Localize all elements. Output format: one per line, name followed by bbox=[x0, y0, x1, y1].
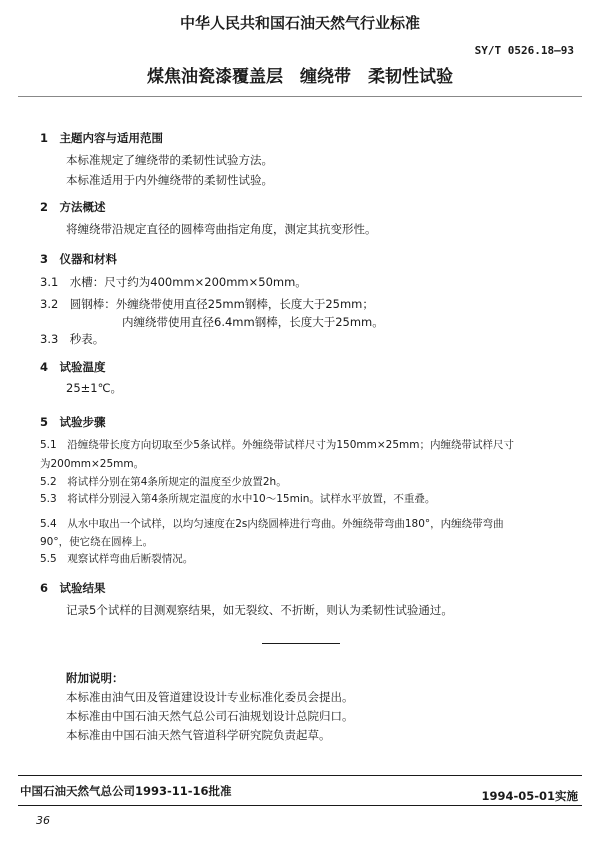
section-5-item-3: 5.3 将试样分别浸入第4条所规定温度的水中10～15min。试样水平放置，不重叠。 bbox=[40, 493, 436, 505]
end-rule bbox=[262, 643, 340, 644]
section-5-heading: 5 试验步骤 bbox=[40, 415, 106, 429]
section-5-item-1b: 为200mm×25mm。 bbox=[40, 458, 145, 470]
section-2-paragraph-1: 将缠绕带沿规定直径的圆棒弯曲指定角度，测定其抗变形性。 bbox=[66, 222, 377, 236]
page-number: 36 bbox=[36, 814, 50, 827]
section-3-heading: 3 仪器和材料 bbox=[40, 252, 118, 266]
notes-line-1: 本标准由油气田及管道建设设计专业标准化委员会提出。 bbox=[66, 690, 354, 704]
footer-divider-top bbox=[18, 775, 582, 776]
section-3-item-2b: 内缠绕带使用直径6.4mm钢棒，长度大于25mm。 bbox=[122, 315, 384, 329]
approval-line: 中国石油天然气总公司1993-11-16批准 bbox=[20, 784, 232, 798]
org-line: 中华人民共和国石油天然气行业标准 bbox=[179, 14, 420, 32]
section-3-item-3: 3.3 秒表。 bbox=[40, 332, 105, 346]
standard-code: SY/T 0526.18—93 bbox=[474, 44, 574, 57]
section-5-item-5: 5.5 观察试样弯曲后断裂情况。 bbox=[40, 553, 194, 565]
section-1-paragraph-2: 本标准适用于内外缠绕带的柔韧性试验。 bbox=[66, 173, 273, 187]
section-1-paragraph-1: 本标准规定了缠绕带的柔韧性试验方法。 bbox=[66, 153, 273, 167]
footer-divider-bottom bbox=[18, 805, 582, 806]
section-5-item-1a: 5.1 沿缠绕带长度方向切取至少5条试样。外缠绕带试样尺寸为150mm×25mm；内缠绕带试样尺寸 bbox=[40, 439, 514, 451]
section-1-heading: 1 主题内容与适用范围 bbox=[40, 131, 164, 145]
section-3-item-1: 3.1 水槽：尺寸约为400mm×200mm×50mm。 bbox=[40, 275, 307, 289]
section-2-heading: 2 方法概述 bbox=[40, 200, 106, 214]
header-divider bbox=[18, 96, 582, 97]
page-title: 煤焦油瓷漆覆盖层 缠绕带 柔韧性试验 bbox=[147, 67, 453, 87]
section-5-item-2: 5.2 将试样分别在第4条所规定的温度至少放置2h。 bbox=[40, 476, 287, 488]
notes-line-3: 本标准由中国石油天然气管道科学研究院负责起草。 bbox=[66, 728, 331, 742]
section-4-heading: 4 试验温度 bbox=[40, 360, 106, 374]
section-6-heading: 6 试验结果 bbox=[40, 581, 106, 595]
notes-line-2: 本标准由中国石油天然气总公司石油规划设计总院归口。 bbox=[66, 709, 354, 723]
effective-date: 1994-05-01实施 bbox=[481, 789, 578, 803]
section-6-paragraph-1: 记录5个试样的目测观察结果，如无裂纹、不折断，则认为柔韧性试验通过。 bbox=[66, 603, 453, 617]
section-4-paragraph-1: 25±1℃。 bbox=[66, 381, 123, 395]
section-3-item-2a: 3.2 圆钢棒：外缠绕带使用直径25mm钢棒，长度大于25mm； bbox=[40, 297, 374, 311]
section-5-item-4b: 90°，使它绕在圆棒上。 bbox=[40, 536, 154, 548]
section-5-item-4a: 5.4 从水中取出一个试样，以均匀速度在2s内绕圆棒进行弯曲。外缠绕带弯曲180°，内缠绕带弯曲 bbox=[40, 518, 504, 530]
notes-heading: 附加说明： bbox=[66, 671, 124, 685]
